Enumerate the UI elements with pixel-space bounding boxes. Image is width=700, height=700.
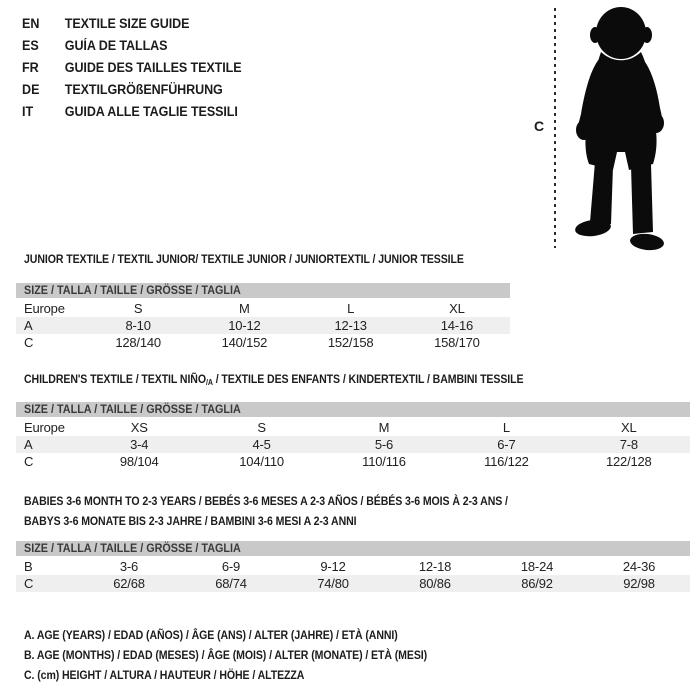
language-label: GUIDE DES TAILLES TEXTILE: [64, 60, 242, 75]
section-heading-junior: JUNIOR TEXTILE / TEXTIL JUNIOR/ TEXTILE JUNIOR / JUNIORTEXTIL / JUNIOR TESSILE: [24, 252, 464, 266]
row-label: Europe: [24, 301, 65, 316]
row-label: A: [24, 437, 33, 452]
toddler-silhouette-icon: [566, 6, 678, 251]
age-cell: 10-12: [228, 318, 261, 333]
height-cell: 68/74: [215, 576, 247, 591]
months-cell: 3-6: [119, 559, 139, 574]
babies-size-table: [16, 541, 690, 592]
months-cell: 9-12: [320, 559, 346, 574]
height-dashed-line: [554, 8, 556, 248]
section-heading-children: [24, 372, 523, 390]
months-cell: 12-18: [418, 559, 452, 574]
height-cell: 98/104: [119, 454, 159, 469]
height-cell: 110/116: [362, 454, 406, 469]
language-code: DE: [22, 82, 40, 97]
months-cell: 24-36: [622, 559, 656, 574]
junior-size-table: [16, 283, 510, 351]
size-header-label: SIZE / TALLA / TAILLE / GRÖSSE / TAGLIA: [24, 402, 241, 416]
height-cell: 128/140: [115, 335, 161, 350]
height-measure-label: C: [534, 118, 545, 134]
size-cell: XS: [130, 420, 148, 435]
table-row-height: [16, 334, 510, 351]
age-cell: 6-7: [497, 437, 516, 452]
height-cell: 92/98: [623, 576, 655, 591]
height-cell: 158/170: [434, 335, 480, 350]
height-cell: 116/122: [484, 454, 529, 469]
language-list: [22, 13, 258, 123]
row-label: C: [24, 454, 34, 469]
language-label: TEXTILGRÖßENFÜHRUNG: [64, 82, 223, 97]
height-cell: 152/158: [327, 335, 374, 350]
age-cell: 5-6: [374, 437, 394, 452]
size-cell: XL: [621, 420, 637, 435]
table-row-age: [16, 436, 690, 453]
height-cell: 122/128: [606, 454, 652, 469]
row-label: C: [24, 335, 34, 350]
size-header-bar: [16, 402, 690, 417]
language-label: GUÍA DE TALLAS: [64, 38, 168, 53]
size-header-label: SIZE / TALLA / TAILLE / GRÖSSE / TAGLIA: [24, 541, 241, 555]
size-cell: S: [133, 301, 143, 316]
size-header-label: SIZE / TALLA / TAILLE / GRÖSSE / TAGLIA: [24, 283, 241, 297]
legend-notes: [24, 625, 482, 685]
age-cell: 3-4: [130, 437, 149, 452]
language-row-de: [22, 79, 241, 101]
heading-subscript: /A: [205, 378, 213, 387]
size-cell: S: [257, 420, 266, 435]
height-cell: 104/110: [239, 454, 284, 469]
size-header-bar: [16, 283, 510, 298]
heading-text: / TEXTILE DES ENFANTS / KINDERTEXTIL / BAMBINI TESSILE: [212, 372, 524, 386]
age-cell: 7-8: [619, 437, 638, 452]
heading-text: CHILDREN'S TEXTILE / TEXTIL NIÑO: [24, 372, 206, 386]
language-label: GUIDA ALLE TAGLIE TESSILI: [64, 104, 238, 119]
children-size-table: [16, 402, 690, 470]
age-cell: 12-13: [334, 318, 367, 333]
size-cell: L: [347, 301, 355, 316]
row-label: C: [24, 576, 34, 591]
language-code: EN: [22, 16, 40, 31]
language-row-fr: [22, 57, 241, 79]
height-cell: 62/68: [113, 576, 145, 591]
language-label: TEXTILE SIZE GUIDE: [64, 16, 190, 31]
size-header-bar: [16, 541, 690, 556]
language-row-es: [22, 35, 241, 57]
note-age-years: A. AGE (YEARS) / EDAD (AÑOS) / ÂGE (ANS) / ALTER (JAHRE) / ETÀ (ANNI): [24, 628, 398, 642]
table-row-europe: [16, 300, 510, 317]
row-label: B: [24, 559, 33, 574]
height-cell: 86/92: [521, 576, 553, 591]
note-age-months: B. AGE (MONTHS) / EDAD (MESES) / ÂGE (MOIS) / ALTER (MONATE) / ETÀ (MESI): [24, 648, 428, 662]
heading-line-2: BABYS 3-6 MONATE BIS 2-3 JAHRE / BAMBINI 3-6 MESI A 2-3 ANNI: [24, 514, 357, 528]
table-row-europe: [16, 419, 690, 436]
age-cell: 14-16: [440, 318, 473, 333]
language-code: ES: [22, 38, 39, 53]
language-code: IT: [22, 104, 34, 119]
months-cell: 18-24: [520, 559, 554, 574]
height-cell: 74/80: [317, 576, 349, 591]
row-label: Europe: [24, 420, 65, 435]
age-cell: 8-10: [125, 318, 151, 333]
note-height-cm: C. (cm) HEIGHT / ALTURA / HAUTEUR / HÖHE / ALTEZZA: [24, 668, 305, 682]
age-cell: 4-5: [252, 437, 271, 452]
height-cell: 80/86: [419, 576, 451, 591]
table-row-height: [16, 575, 690, 592]
language-row-it: [22, 101, 241, 123]
table-row-age: [16, 317, 510, 334]
size-cell: L: [502, 420, 510, 435]
section-heading-babies: [24, 491, 508, 531]
language-code: FR: [22, 60, 39, 75]
language-row-en: [22, 13, 241, 35]
row-label: A: [24, 318, 33, 333]
height-cell: 140/152: [221, 335, 268, 350]
size-cell: M: [239, 301, 250, 316]
height-figure: [520, 0, 700, 255]
size-cell: XL: [449, 301, 465, 316]
heading-line-1: BABIES 3-6 MONTH TO 2-3 YEARS / BEBÉS 3-6 MESES A 2-3 AÑOS / BÉBÉS 3-6 MOIS À 2-3 ANS /: [24, 494, 508, 508]
size-cell: M: [378, 420, 390, 435]
table-row-months: [16, 558, 690, 575]
table-row-height: [16, 453, 690, 470]
months-cell: 6-9: [221, 559, 241, 574]
